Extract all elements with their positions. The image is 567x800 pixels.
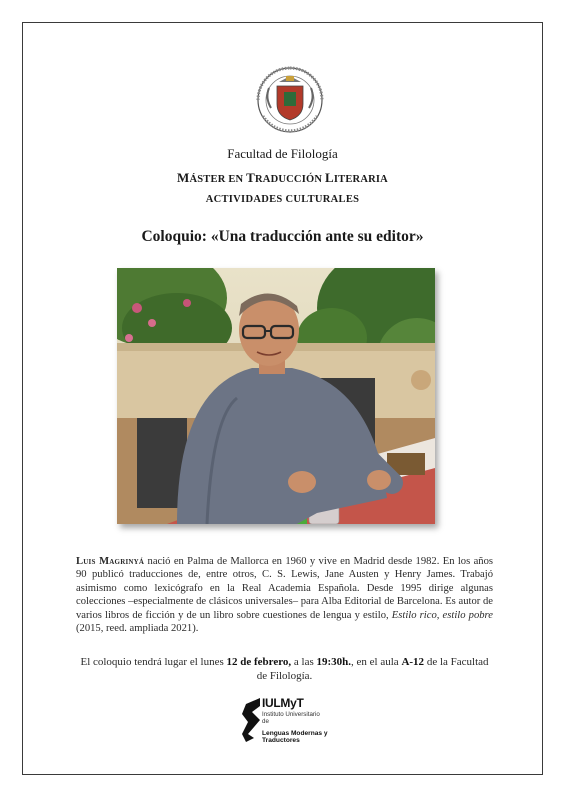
speaker-photo [117, 268, 435, 524]
event-time: 19:30h. [316, 656, 352, 668]
event-date: 12 de febrero, [226, 656, 292, 668]
event-details: El coloquio tendrá lugar el lunes 12 de febrero, a las 19:30h., en el aula A-12 de la Facultad de Filología. [80, 656, 489, 682]
logo-subtitle-2: Lenguas Modernas y Traductores [262, 730, 328, 745]
activities-heading: ACTIVIDADES CULTURALES [205, 194, 360, 205]
biography-paragraph: Luis Magrinyá nació en Palma de Mallorca en 1960 y vive en Madrid desde 1982. En los años 90 publicó traducciones de, entre otros, C. S. Lewis, Jane Austen y Henry James. Trabajó asimismo como lexicógrafo en la Real Academia Española. Desde 1995 dirige algunas colecciones –especialmente de clásicos universales– para Alba Editorial de Barcelona. Es autor de varios libros de ficción y de un libro sobre cuestiones de lengua y estilo, Estilo rico, estilo pobre (2015, reed. ampliada 2021). [76, 556, 493, 635]
book-title: Estilo rico, estilo pobre [391, 609, 493, 621]
logo-name: IULMyT [262, 696, 304, 710]
university-seal-icon [255, 64, 325, 136]
master-title: MÁSTER EN TRADUCCIÓN LITERARIA [177, 170, 388, 185]
faculty-title: Facultad de Filología [227, 146, 338, 161]
author-name: Luis Magrinyá [76, 556, 145, 567]
colloquium-title: Coloquio: «Una traducción ante su editor» [141, 228, 424, 245]
logo-subtitle-1: Instituto Universitario de [262, 711, 320, 725]
event-room: A-12 [401, 656, 425, 668]
